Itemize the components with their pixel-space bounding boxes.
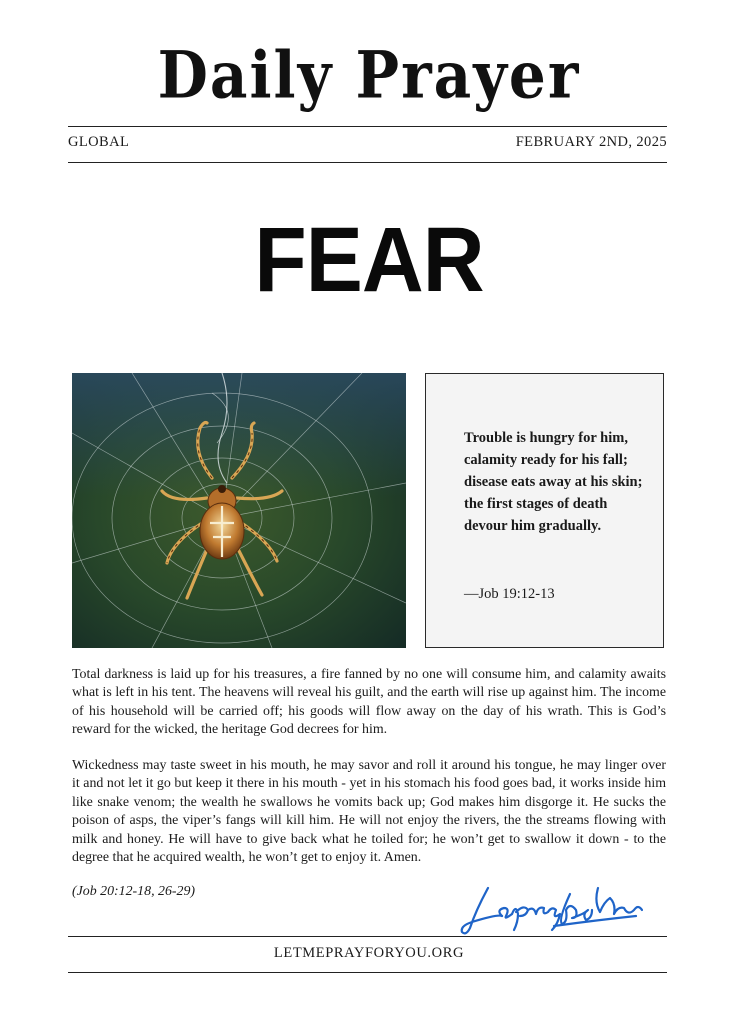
quote-box <box>425 373 664 648</box>
dateline-rule <box>68 162 667 163</box>
masthead-title: Daily Prayer <box>157 36 581 114</box>
footer-url[interactable]: LETMEPRAYFORYOU.ORG <box>273 945 465 961</box>
date-label: FEBRUARY 2ND, 2025 <box>515 134 667 150</box>
spider-photo <box>72 373 406 648</box>
dateline <box>68 134 667 154</box>
body-paragraph-1: Total darkness is laid up for his treasures, a fire fanned by no one will consume him, and calamity awaits what is left in his tent. The heavens will reveal his guilt, and the earth will rise up against him. The income of his household will be carried off; his goods will flow away on the day of his wrath. This is God’s reward for the wicked, the heritage God decrees for him. <box>72 667 666 738</box>
footer-top-rule <box>68 936 667 937</box>
top-rule <box>68 126 667 127</box>
region-label: GLOBAL <box>68 134 130 150</box>
body-paragraph-2: Wickedness may taste sweet in his mouth, he may savor and roll it around his tongue, he may linger over it and not let it go but keep it there in his mouth - yet in his stomach his food goes bad, it works inside him like snake venom; the wealth he swallows he vomits back up; God makes him disgorge it. He sucks the poison of asps, the viper’s fangs will kill him. He will not enjoy the rivers, the the streams flowing with milk and honey. He will have to give back what he toiled for; he won’t get to swallow it down - to the degree that he acquired wealth, he won’t get to enjoy it. Amen. <box>72 758 666 866</box>
quote-text: Trouble is hungry for him, calamity ready for his fall; disease eats away at his skin; the first stages of death devour him gradually. <box>464 430 643 534</box>
scripture-citation: (Job 20:12-18, 26-29) <box>72 884 196 899</box>
quote-reference: —Job 19:12-13 <box>464 586 555 602</box>
headline: FEAR <box>254 209 484 311</box>
footer-bottom-rule <box>68 972 667 973</box>
